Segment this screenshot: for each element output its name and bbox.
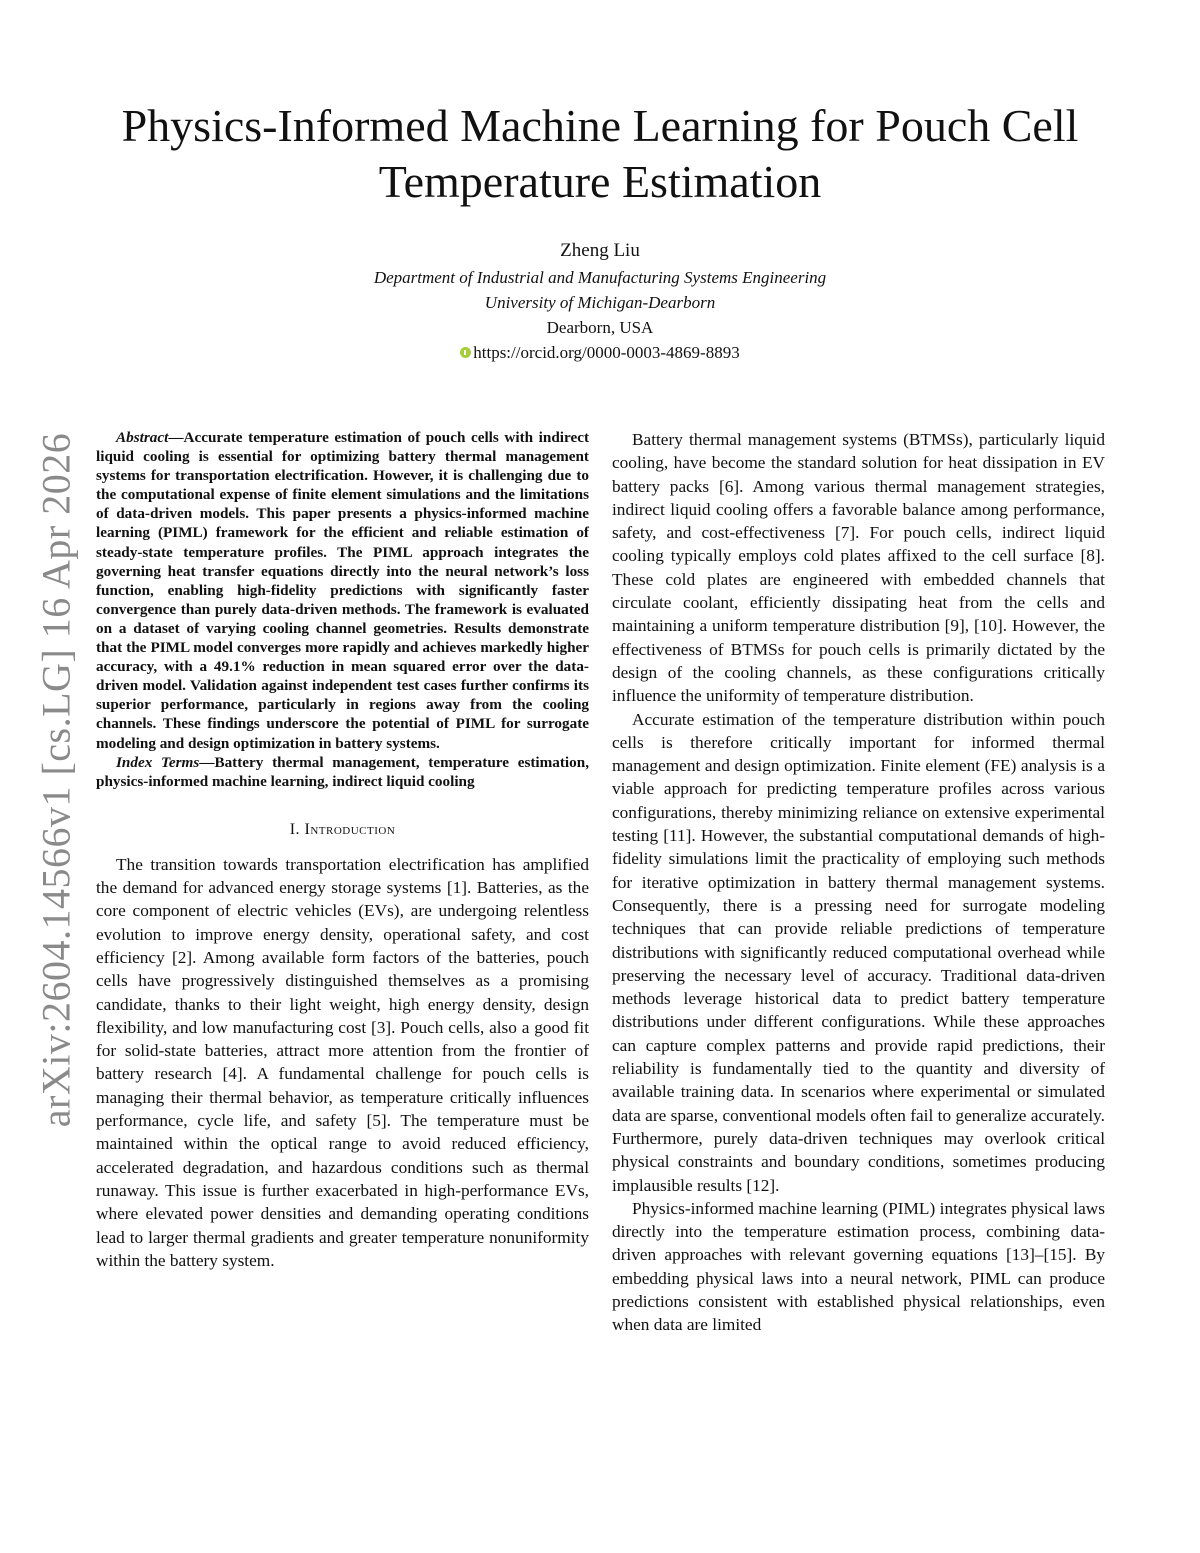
- intro-paragraph: The transition towards transportation electrification has amplified the demand for advanced energy storage systems [1]. Batteries, as the core component of electric vehicles (EVs), are undergoing relentless evolution to improve energy density, operational safety, and cost efficiency [2]. Among available form factors of the batteries, pouch cells have progressively distinguished themselves as a promising candidate, thanks to their light weight, high energy density, design flexibility, and low manufacturing cost [3]. Pouch cells, also a good fit for solid-state batteries, attract more attention from the frontier of battery research [4]. A fundamental challenge for pouch cells is managing their thermal behavior, as temperature critically influences performance, cycle life, and safety [5]. The temperature must be maintained within the optical range to avoid reduced efficiency, accelerated degradation, and hazardous conditions such as thermal runaway. This issue is further exacerbated in high-performance EVs, where elevated power densities and demanding operating conditions lead to larger thermal gradients and greater temperature nonuniformity within the battery system.: [96, 854, 589, 1270]
- body-paragraph: Accurate estimation of the temperature distribution within pouch cells is therefore critically important for informed thermal management and design optimization. Finite element (FE) analysis is a viable approach for predicting temperature profiles across various configurations, thereby minimizing reliance on extensive experimental testing [11]. However, the substantial computational demands of high-fidelity simulations limit the practicality of employing such methods for iterative optimization in battery thermal management systems. Consequently, there is a pressing need for surrogate modeling techniques that can provide reliable predictions of temperature distributions with significantly reduced computational overhead while preserving the necessary level of accuracy. Traditional data-driven methods leverage historical data to predict battery temperature distributions under different configurations. While these approaches can capture complex patterns and provide rapid predictions, their reliability is fundamentally tied to the quantity and diversity of available training data. In scenarios where experimental or simulated data are sparse, conventional models often fail to generalize accurately. Furthermore, purely data-driven techniques may overlook critical physical constraints and boundary conditions, sometimes producing implausible results [12].: [612, 709, 1105, 1195]
- paper-title: Physics-Informed Machine Learning for Pouch Cell Temperature Estimation: [121, 100, 1079, 207]
- author-department: Department of Industrial and Manufacturing Systems Engineering: [373, 268, 827, 287]
- index-terms: [96, 753, 589, 791]
- author-university: University of Michigan-Dearborn: [484, 293, 716, 312]
- index-terms-lead: Index Terms: [116, 753, 200, 771]
- section-heading: [96, 821, 589, 839]
- body-paragraph: Physics-informed machine learning (PIML) integrates physical laws directly into the temperature estimation process, combining data-driven approaches with relevant governing equations [13]–[15]. By embedding physical laws into a neural network, PIML can produce predictions consistent with established physical relationships, even when data are limited: [612, 1198, 1105, 1335]
- body-paragraph: Battery thermal management systems (BTMSs), particularly liquid cooling, have become the standard solution for heat dissipation in EV battery packs [6]. Among various thermal management strategies, indirect liquid cooling offers a favorable balance among performance, safety, and cost-effectiveness [7]. For pouch cells, indirect liquid cooling typically employs cold plates affixed to the cell surface [8]. These cold plates are engineered with embedded channels that circulate coolant, efficiently dissipating heat from the cells and maintaining a uniform temperature distribution [9], [10]. However, the effectiveness of BTMSs for pouch cells is primarily dictated by the design of the cooling channels, as these configurations critically influence the uniformity of temperature distribution.: [612, 430, 1105, 706]
- section-number: I.: [289, 820, 301, 838]
- author-name: Zheng Liu: [560, 240, 640, 261]
- orcid-icon: [460, 347, 471, 358]
- abstract-text: —Accurate temperature estimation of pouch cells with indirect liquid cooling is essential for optimizing battery thermal management systems for transportation electrification. However, it is challenging due to the computational expense of finite element simulations and the limitations of data-driven models. This paper presents a physics-informed machine learning (PIML) framework for the efficient and reliable estimation of steady-state temperature profiles. The PIML approach integrates the governing heat transfer equations directly into the neural network’s loss function, enabling high-fidelity predictions with significantly faster convergence than purely data-driven methods. The framework is evaluated on a dataset of varying cooling channel geometries. Results demonstrate that the PIML model converges more rapidly and achieves markedly higher accuracy, with a 49.1% reduction in mean squared error over the data-driven model. Validation against independent test cases further confirms its superior performance, particularly in regions away from the cooling channels. These findings underscore the potential of PIML for surrogate modeling and design optimization in battery systems.: [96, 429, 589, 752]
- abstract: [96, 428, 589, 753]
- arxiv-identifier: [26, 430, 86, 1130]
- arxiv-identifier-text: arXiv:2604.14566v1 [cs.LG] 16 Apr 2026: [33, 432, 79, 1128]
- right-column: [612, 428, 1105, 1337]
- author-block: [200, 238, 1000, 365]
- left-column: [96, 428, 589, 1272]
- author-location: Dearborn, USA: [546, 318, 654, 337]
- abstract-lead: Abstract: [116, 429, 169, 446]
- section-title: Introduction: [304, 820, 396, 838]
- orcid-link[interactable]: https://orcid.org/0000-0003-4869-8893: [473, 343, 740, 362]
- orcid-line: [200, 340, 1000, 365]
- index-terms-text: —Battery thermal management, temperature estimation, physics-informed machine learning, indirect liquid cooling: [96, 753, 589, 790]
